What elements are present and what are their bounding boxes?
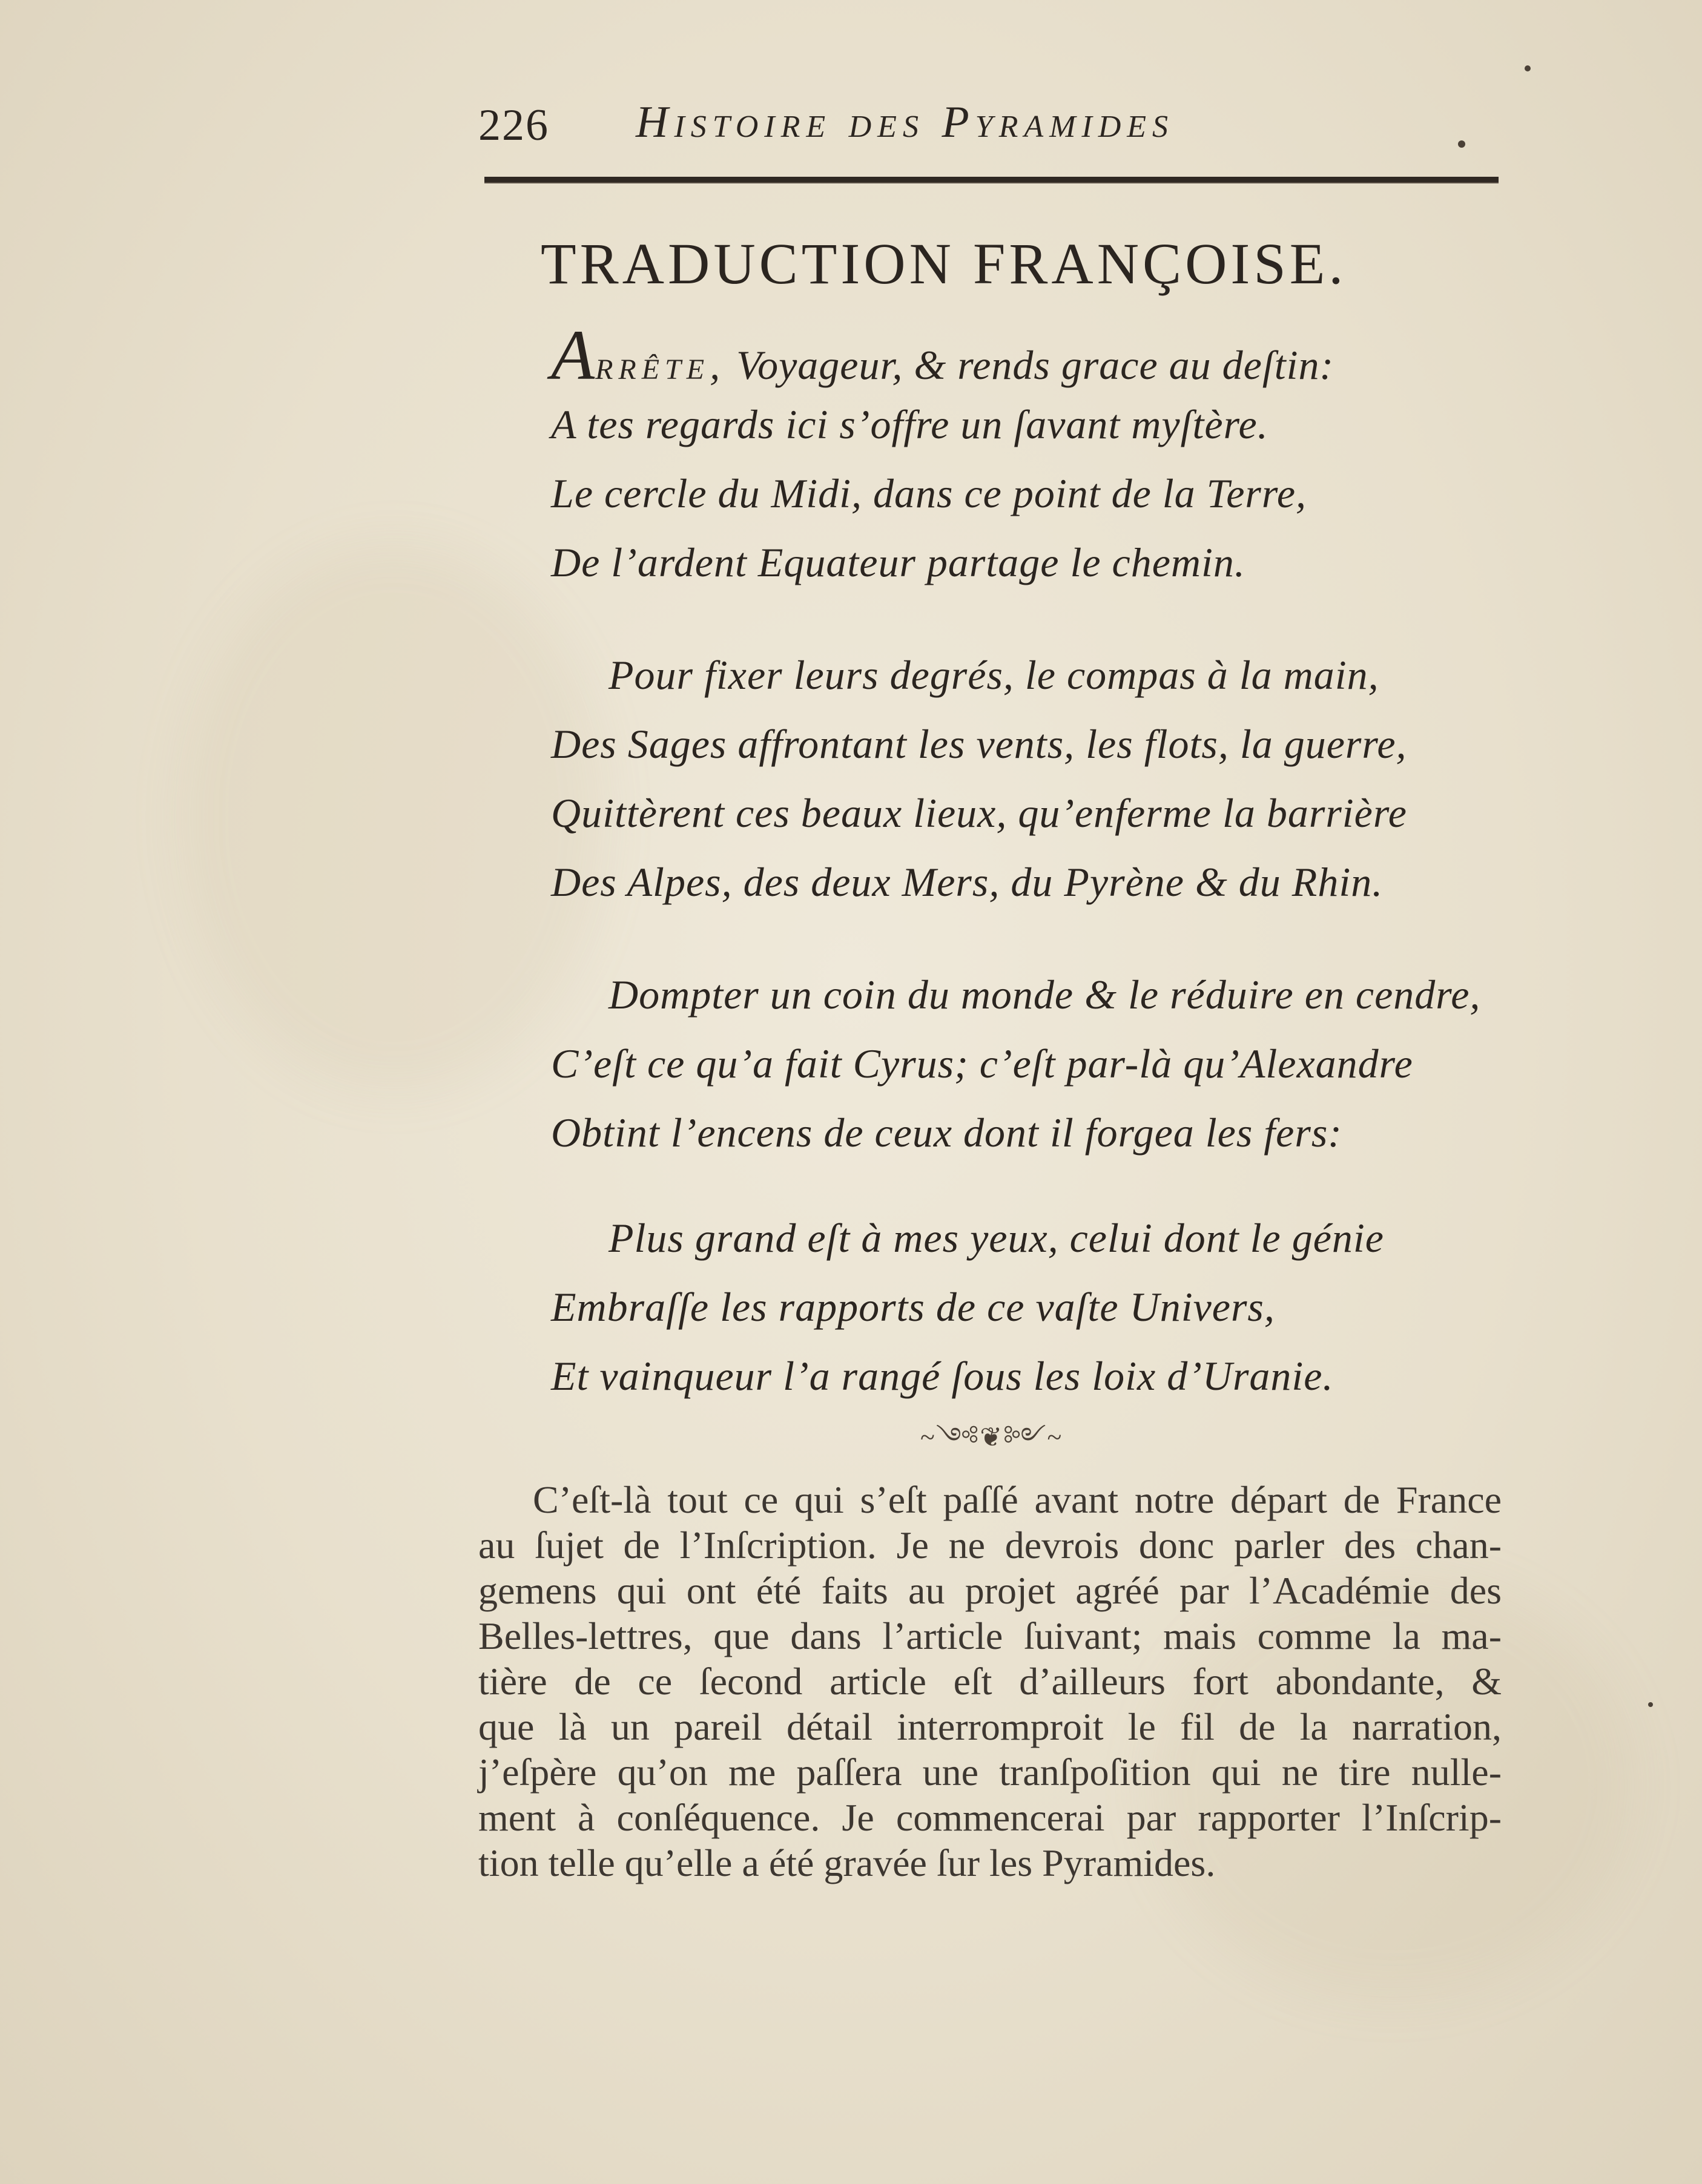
- prose-paragraph: [478, 1477, 1502, 1886]
- poem-line: Dompter un coin du monde & le réduire en cendre,: [609, 972, 1481, 1018]
- stanza-2: [551, 640, 1520, 916]
- poem-line: Embraſſe les rapports de ce vaſte Univers,: [551, 1284, 1275, 1330]
- poem-line: Plus grand eſt à mes yeux, celui dont le génie: [609, 1215, 1384, 1261]
- section-title: TRADUCTION FRANÇOISE.: [541, 231, 1347, 296]
- prose-line: ment à conſéquence. Je commencerai par rapporter l’Inſcrip-: [478, 1796, 1502, 1839]
- poem-line: Obtint l’encens de ceux dont il forgea les fers:: [551, 1110, 1342, 1156]
- running-title: Histoire des Pyramides: [636, 97, 1175, 147]
- header-rule: [484, 177, 1499, 183]
- poem-line: Quittèrent ces beaux lieux, qu’enferme la barrière: [551, 790, 1407, 836]
- poem-line: Et vainqueur l’a rangé ſous les loix d’Uranie.: [551, 1353, 1334, 1399]
- prose-line: au ſujet de l’Inſcription. Je ne devrois donc parler des chan-: [478, 1524, 1502, 1567]
- poem-line: Le cercle du Midi, dans ce point de la Terre,: [551, 470, 1307, 516]
- poem: [551, 315, 1520, 1454]
- prose-line: que là un pareil détail interromproit le fil de la narration,: [478, 1705, 1502, 1748]
- stanza-3: [551, 960, 1520, 1167]
- running-head: [478, 91, 1502, 163]
- stanza-4: [551, 1203, 1520, 1410]
- first-word-small-caps: rrête,: [595, 342, 726, 388]
- poem-line: C’eſt ce qu’a fait Cyrus; c’eſt par-là qu’Alexandre: [551, 1041, 1413, 1087]
- poem-line: [551, 315, 1520, 395]
- prose-line: tion telle qu’elle a été gravée ſur les Pyramides.: [478, 1841, 1216, 1884]
- prose-line: j’eſpère qu’on me paſſera une tranſpoſition qui ne tire nulle-: [478, 1751, 1502, 1794]
- first-line-rest: Voyageur, & rends grace au deſtin:: [725, 342, 1334, 388]
- drop-cap: A: [551, 315, 596, 395]
- prose-line: C’eſt-là tout ce qui s’eſt paſſé avant notre départ de France: [533, 1478, 1502, 1521]
- fleuron-ornament: ~༺❦༻~: [920, 1423, 1063, 1452]
- paper-speck: [1648, 1702, 1653, 1707]
- stanza-1: [551, 315, 1520, 597]
- poem-line: Pour fixer leurs degrés, le compas à la main,: [609, 652, 1379, 698]
- page-number: 226: [478, 100, 549, 150]
- poem-line: Des Alpes, des deux Mers, du Pyrène & du Rhin.: [551, 859, 1384, 905]
- prose-line: gemens qui ont été faits au projet agréé par l’Académie des: [478, 1569, 1502, 1612]
- poem-line: Des Sages affrontant les vents, les flots, la guerre,: [551, 721, 1407, 767]
- paper-speck: [1525, 65, 1531, 71]
- prose-line: Belles-lettres, que dans l’article ſuivant; mais comme la ma-: [478, 1614, 1502, 1657]
- poem-line: A tes regards ici s’offre un ſavant myſtère.: [551, 401, 1268, 447]
- poem-line: De l’ardent Equateur partage le chemin.: [551, 539, 1245, 585]
- paper-stain: [182, 545, 605, 1090]
- prose-line: tière de ce ſecond article eſt d’ailleurs fort abondante, &: [478, 1660, 1502, 1703]
